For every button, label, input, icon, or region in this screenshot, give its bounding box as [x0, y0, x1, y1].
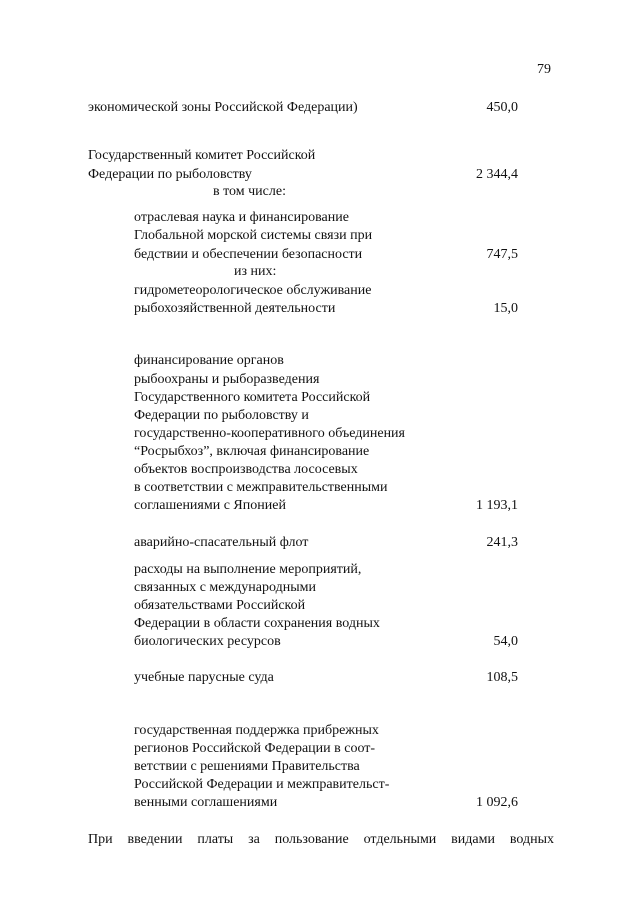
- item-text-line: обязательствами Российской: [134, 598, 306, 613]
- closing-paragraph: При введении платы за пользование отдельными видами водных: [88, 832, 554, 847]
- item-text-line: финансирование органов: [134, 353, 284, 368]
- item-text-line: объектов воспроизводства лососевых: [134, 462, 358, 477]
- item-text-line: Федерации по рыболовству и: [134, 408, 309, 423]
- item-amount: 54,0: [493, 634, 518, 649]
- item-amount: 450,0: [486, 100, 518, 115]
- item-text-line: бедствии и обеспечении безопасности: [134, 247, 363, 262]
- item-text-line: экономической зоны Российской Федерации): [88, 100, 358, 115]
- item-text-line: государственная поддержка прибрежных: [134, 723, 379, 738]
- item-text-line: рыбоохраны и рыборазведения: [134, 372, 320, 387]
- item-subheading: из них:: [234, 264, 277, 279]
- item-text-line: связанных с международными: [134, 580, 316, 595]
- item-text-line: венными соглашениями: [134, 795, 278, 810]
- item-text-line: регионов Российской Федерации в соот-: [134, 741, 376, 756]
- item-text-line: государственно-кооперативного объединения: [134, 426, 405, 441]
- item-amount: 1 092,6: [476, 795, 518, 810]
- page-number: 79: [537, 62, 551, 77]
- item-amount: 747,5: [486, 247, 518, 262]
- item-text-line: Федерации в области сохранения водных: [134, 616, 380, 631]
- item-text-line: расходы на выполнение мероприятий,: [134, 562, 362, 577]
- item-text-line: рыбохозяйственной деятельности: [134, 301, 336, 316]
- item-amount: 1 193,1: [476, 498, 518, 513]
- item-text-line: аварийно-спасательный флот: [134, 535, 309, 550]
- item-amount: 15,0: [493, 301, 518, 316]
- item-amount: 108,5: [486, 670, 518, 685]
- item-text-line: гидрометеорологическое обслуживание: [134, 283, 372, 298]
- item-text-line: Государственного комитета Российской: [134, 390, 371, 405]
- item-text-line: отраслевая наука и финансирование: [134, 210, 349, 225]
- item-text-line: Глобальной морской системы связи при: [134, 228, 373, 243]
- item-text-line: ветствии с решениями Правительства: [134, 759, 360, 774]
- item-text-line: учебные парусные суда: [134, 670, 274, 685]
- item-text-line: Федерации по рыболовству: [88, 167, 252, 182]
- item-text-line: в соответствии с межправительственными: [134, 480, 388, 495]
- item-text-line: биологических ресурсов: [134, 634, 281, 649]
- item-amount: 2 344,4: [476, 167, 518, 182]
- item-text-line: Государственный комитет Российской: [88, 148, 316, 163]
- item-subheading: в том числе:: [213, 184, 286, 199]
- item-amount: 241,3: [486, 535, 518, 550]
- item-text-line: Российской Федерации и межправительст-: [134, 777, 390, 792]
- item-text-line: “Росрыбхоз”, включая финансирование: [134, 444, 370, 459]
- item-text-line: соглашениями с Японией: [134, 498, 286, 513]
